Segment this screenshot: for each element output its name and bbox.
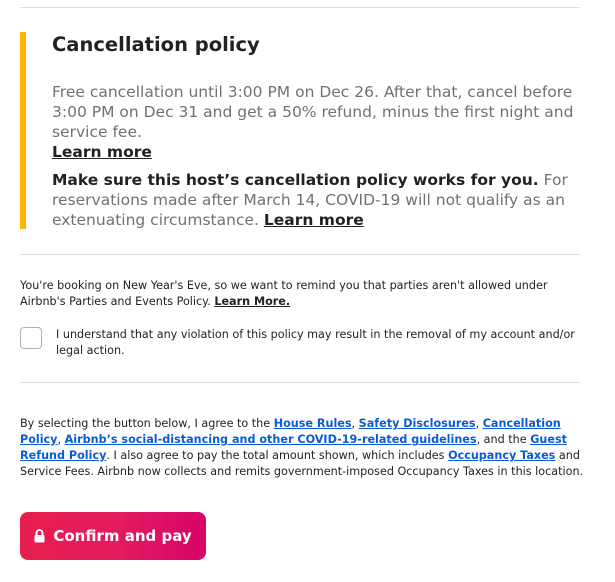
- agreement-label: I understand that any violation of this policy may result in the removal of my account and/or legal action.: [56, 328, 575, 357]
- terms-comma: ,: [475, 417, 483, 430]
- policy-warning-text: For reservations made after March 14, COVID-19 will not qualify as an extenuating circumstance.: [52, 171, 568, 229]
- confirm-and-pay-button[interactable]: [20, 512, 206, 560]
- confirm-button-label: Confirm and pay: [53, 527, 192, 545]
- top-divider: [20, 7, 580, 8]
- terms-prefix: By selecting the button below, I agree to the: [20, 417, 274, 430]
- agreement-checkbox[interactable]: [20, 327, 42, 349]
- covid-learn-more-link[interactable]: Learn more: [263, 211, 364, 229]
- cancellation-policy-card: [20, 32, 580, 229]
- policy-warning-bold: Make sure this host’s cancellation policy works for you.: [52, 171, 539, 189]
- lock-icon: [34, 529, 45, 543]
- cancellation-policy-link[interactable]: Cancellation Policy: [20, 417, 561, 446]
- occupancy-taxes-link[interactable]: Occupancy Taxes: [448, 449, 556, 462]
- parties-learn-more-link[interactable]: Learn More.: [214, 295, 291, 308]
- terms-and-the: , and the: [476, 433, 531, 446]
- covid-guidelines-link[interactable]: Airbnb’s social-distancing and other COVID-19-related guidelines: [64, 433, 477, 446]
- middle-divider: [20, 254, 580, 255]
- terms-comma: ,: [351, 417, 359, 430]
- terms-suffix: and Service Fees. Airbnb now collects and remits government-imposed Occupancy Taxes in this location.: [20, 449, 584, 478]
- terms-text: [20, 416, 585, 480]
- safety-disclosures-link[interactable]: Safety Disclosures: [358, 417, 476, 430]
- lower-divider: [20, 382, 580, 383]
- policy-warning: [52, 170, 582, 230]
- guest-refund-policy-link[interactable]: Guest Refund Policy: [20, 433, 567, 462]
- parties-notice-text: You're booking on New Year's Eve, so we want to remind you that parties aren't allowed under Airbnb's Parties and Events Policy.: [20, 279, 548, 308]
- house-rules-link[interactable]: House Rules: [273, 417, 352, 430]
- policy-text: [52, 82, 582, 162]
- terms-middle: . I also agree to pay the total amount shown, which includes: [106, 449, 449, 462]
- terms-comma: ,: [57, 433, 65, 446]
- parties-notice: [20, 278, 585, 310]
- policy-title: Cancellation policy: [52, 33, 260, 56]
- policy-description: Free cancellation until 3:00 PM on Dec 26. After that, cancel before 3:00 PM on Dec 31 and get a 50% refund, minus the first night and service fee.: [52, 83, 574, 141]
- policy-learn-more-link[interactable]: Learn more: [52, 143, 152, 161]
